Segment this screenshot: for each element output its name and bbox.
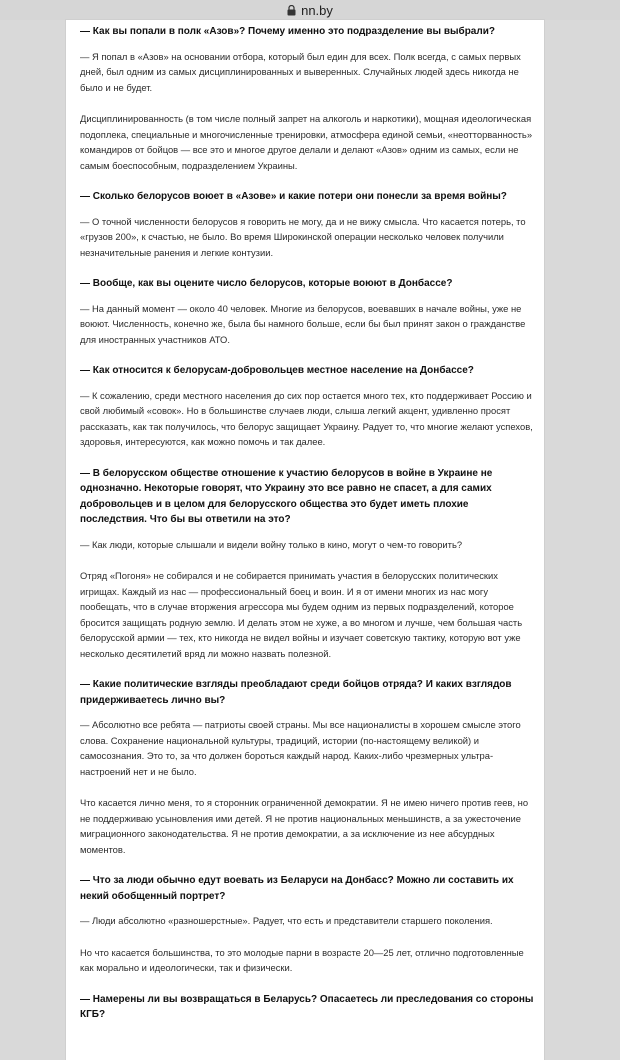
answer-paragraph: — К сожалению, среди местного населения до сих пор остается много тех, кто поддерживает Россию и свой любимый «совок». Но в большинстве случаев люди, слыша легкий акцент, удивленно просят рассказать, как так получилось, что белорус защищает Украину. Радует то, что многие желают успехов, здоровья, интересуются, как можно помочь и так далее. — [80, 389, 533, 447]
question: — Что за люди обычно едут воевать из Беларуси на Донбасс? Можно ли составить их некий обобщенный портрет? — [80, 875, 514, 902]
question: — Сколько белорусов воюет в «Азове» и какие потери они понесли за время войны? — [80, 191, 507, 202]
answer-paragraph: — Как люди, которые слышали и видели войну только в кино, могут о чем-то говорить? — [80, 538, 463, 550]
answer-paragraph: Отряд «Погоня» не собирался и не собирается принимать участия в белорусских политических игрищах. Каждый из нас — профессиональный боец и воин. И я от имени многих из нас могу пообещать, что в случае вторжения агрессора мы будем одним из первых подразделений, которое бросится защищать родную землю. И делать этом не хуже, а во многом и лучше, чем большая часть белорусской армии — тех, кто никогда не видел войны и изучает советскую тактику, которую вот уже несколько десятилетий вряд ли можно назвать полезной. — [80, 570, 523, 659]
answer-paragraph: — Абсолютно все ребята — патриоты своей страны. Мы все националисты в хорошем смысле этого слова. Сохранение национальной культуры, традиций, истории (по-настоящему великой) и самосознания. Это то, за что должен бороться каждый народ. Каких-либо чрезмерных ультра-настроений нет и не было. — [80, 719, 521, 777]
answer-paragraph: — О точной численности белорусов я говорить не могу, да и не вижу смысла. Что касается потерь, то «грузов 200», к счастью, не было. Во время Широкинской операции несколько человек получили незначительные ранения и легкие контузии. — [80, 215, 526, 258]
question: — Какие политические взгляды преобладают среди бойцов отряда? И каких взглядов придерживаетесь лично вы? — [80, 679, 512, 706]
answer-paragraph: — На данный момент — около 40 человек. Многие из белорусов, воевавших в начале войны, уже не воюют. Численность, конечно же, была бы намного больше, если бы был принят закон о гражданстве для иностранных участников АТО. — [80, 302, 526, 345]
lock-icon — [287, 5, 296, 16]
question: — Намерены ли вы возвращаться в Беларусь? Опасаетесь ли преследования со стороны КГБ? — [80, 993, 534, 1020]
answer-paragraph: Что касается лично меня, то я сторонник ограниченной демократии. Я не имею ничего против геев, но не поддерживаю усыновления ими детей. Я не против национальных меньшинств, а за ужесточение миграционного законодательства. Я не против демократии, а за исключение из нее абсурдных моментов. — [80, 797, 529, 855]
browser-domain: nn.by — [301, 2, 333, 18]
article-body — [66, 24, 544, 1023]
answer-paragraph: — Я попал в «Азов» на основании отбора, который был един для всех. Полк всегда, с самых первых дней, был одним из самых дисциплинированных и выверенных. Случайных людей здесь никогда не было и не будет. — [80, 50, 521, 93]
browser-address-bar[interactable] — [0, 0, 620, 20]
article-page — [66, 20, 544, 1060]
question: — Как вы попали в полк «Азов»? Почему именно это подразделение вы выбрали? — [80, 26, 495, 37]
question: — Вообще, как вы оцените число белорусов, которые воюют в Донбассе? — [80, 278, 453, 289]
answer-paragraph: — Люди абсолютно «разношерстные». Радует, что есть и представители старшего поколения. — [80, 915, 493, 926]
answer-paragraph: Но что касается большинства, то это молодые парни в возрасте 20—25 лет, отлично подготовленные как морально и идеологически, так и физически. — [80, 946, 524, 973]
question: — Как относится к белорусам-добровольцев местное население на Донбассе? — [80, 365, 474, 376]
question: — В белорусском обществе отношение к участию белорусов в войне в Украине не однозначно. Некоторые говорят, что Украину это все равно не спасет, а для самих добровольцев и в целом для белорусского общества это будет иметь плохие последствия. Что бы вы ответили на это? — [80, 467, 493, 525]
answer-paragraph: Дисциплинированность (в том числе полный запрет на алкоголь и наркотики), мощная идеологическая подоплека, специальные и многочисленные тренировки, атмосфера единой семьи, «неотторванность» командиров от бойцов — все это и многое другое делали и делают «Азов» одним из самых, если не самым боеспособным, подразделением Украины. — [80, 113, 533, 171]
